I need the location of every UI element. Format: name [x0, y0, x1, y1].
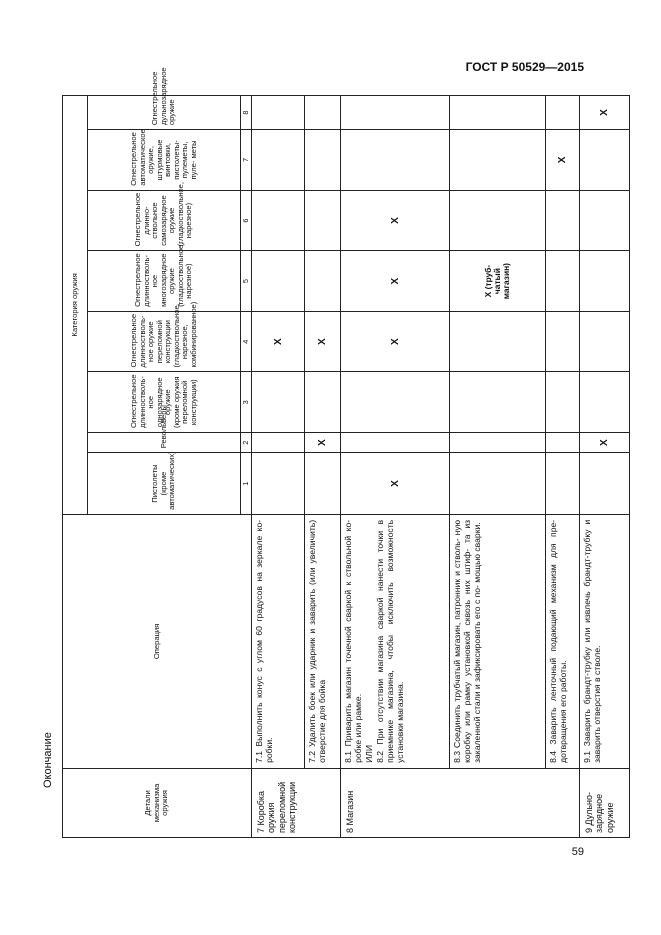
- category-number: 6: [241, 190, 252, 251]
- category-name: Огнестрельное длинностволь- ное оружие переломной конструкции (гладкоствольное, нарезное, комбинированное): [88, 311, 241, 372]
- mark-cell: [341, 130, 450, 191]
- detail-cell: 8 Магазин: [341, 768, 580, 837]
- category-number: 3: [241, 372, 252, 433]
- operation-cell: 8.3 Соединить трубчатый магазин, патронник и стволь- ную коробку или рамку установкой сквозь них штиф- та из закаленной стали и зафиксировать его с по- мощью сварки.: [450, 514, 546, 768]
- mark-cell: [305, 453, 341, 515]
- mark-cell: [580, 311, 630, 372]
- table-row: [580, 96, 630, 838]
- category-name: Огнестрельное длинностволь- ное многозарядное оружие (гладкоствольное, нарезное): [88, 251, 241, 312]
- table-row: [546, 96, 580, 838]
- header-details: Детали механизма оружия: [63, 768, 252, 837]
- operation-line: 8.2 При отсутствии магазина сваркой нанести точки в приемнике магазина, чтобы исключить возможность установки магазина.: [374, 519, 405, 763]
- mark-cell: [305, 372, 341, 433]
- mark-cell: [450, 453, 546, 515]
- operation-cell: 7.2 Удалить боек или ударник и заварить (или увеличить) отверстие для бойка: [305, 514, 341, 768]
- category-number: 1: [241, 453, 252, 515]
- mark-cell: [252, 372, 305, 433]
- mark-cell: [450, 190, 546, 251]
- mark-cell: [546, 433, 580, 453]
- mark-cell: [450, 311, 546, 372]
- mark-cell: [546, 251, 580, 312]
- category-name: Пистолеты (кроме автоматических): [88, 453, 241, 515]
- category-number: 4: [241, 311, 252, 372]
- operation-cell: [341, 514, 450, 768]
- category-name: Огнестрельное автоматическое оружие, штурмовые винтовки, пистолеты-пулеметы, пуле- меты: [88, 130, 241, 191]
- mark-cell: [546, 311, 580, 372]
- mark-cell: X: [580, 433, 630, 453]
- detail-cell: 7 Коробка оружия переломной конструкции: [252, 768, 341, 837]
- mark-cell: X: [305, 311, 341, 372]
- mark-cell: [341, 433, 450, 453]
- mark-cell: X: [341, 453, 450, 515]
- mark-cell: [580, 190, 630, 251]
- mark-cell: X: [580, 96, 630, 130]
- mark-cell: [450, 372, 546, 433]
- category-number: 8: [241, 96, 252, 130]
- table-row: [252, 96, 305, 838]
- mark-cell: [305, 251, 341, 312]
- mark-cell: [580, 372, 630, 433]
- mark-cell: X: [341, 311, 450, 372]
- mark-cell: [580, 130, 630, 191]
- mark-cell: X: [252, 311, 305, 372]
- operation-line: ИЛИ: [363, 744, 374, 763]
- table-row: [450, 96, 546, 838]
- header-operation: Операция: [63, 514, 252, 768]
- mark-cell: [580, 453, 630, 515]
- header-category-group: Категория оружия: [63, 96, 88, 515]
- mark-cell: [305, 96, 341, 130]
- mark-cell: [252, 190, 305, 251]
- category-name: Огнестрельное длинностволь- ное однозарядное оружие (кроме оружия переломной конструкции): [88, 372, 241, 433]
- mark-cell: [305, 130, 341, 191]
- mark-cell: [252, 251, 305, 312]
- mark-cell: [546, 190, 580, 251]
- mark-cell: [252, 130, 305, 191]
- detail-cell: 9 Дульно- зарядное оружие: [580, 768, 630, 837]
- page-number: 59: [571, 846, 584, 858]
- category-name: Револьверы: [88, 433, 241, 453]
- operation-line: 8.1 Приварить магазин точечной сваркой к ствольной ко- робке или рамке.: [343, 519, 363, 763]
- operation-cell: 8.4 Заварить ленточный подающий механизм для пре- дотвращения его работы.: [546, 514, 580, 768]
- mark-cell: X (труб- чатый магазин): [450, 251, 546, 312]
- operation-cell: 7.1 Выполнить конус с углом 60 градусов на зеркале ко- робки.: [252, 514, 305, 768]
- category-number: 2: [241, 433, 252, 453]
- mark-cell: [450, 96, 546, 130]
- category-number: 7: [241, 130, 252, 191]
- mark-cell: [341, 372, 450, 433]
- mark-cell: [450, 130, 546, 191]
- mark-cell: [546, 453, 580, 515]
- mark-cell: [546, 96, 580, 130]
- standard-code: ГОСТ Р 50529—2015: [465, 60, 584, 74]
- mark-cell: [546, 372, 580, 433]
- operation-cell: 9.1 Заварить брандт-трубку или извлечь брандт-трубку и заварить отверстия в стволе.: [580, 514, 630, 768]
- mark-cell: [305, 190, 341, 251]
- category-name: Огнестрельное дульнозарядное оружие: [88, 96, 241, 130]
- table-row: [305, 96, 341, 838]
- continuation-label: Окончание: [42, 732, 54, 788]
- mark-cell: X: [341, 251, 450, 312]
- mark-cell: X: [546, 130, 580, 191]
- mark-cell: X: [305, 433, 341, 453]
- category-name: Огнестрельное длинно- ствольное самозарядное оружие (гладкоствольное, нарезное): [88, 190, 241, 251]
- mark-cell: [580, 251, 630, 312]
- table-row: [341, 96, 450, 838]
- mark-cell: [252, 433, 305, 453]
- mark-cell: X: [341, 190, 450, 251]
- mark-cell: [450, 433, 546, 453]
- category-number: 5: [241, 251, 252, 312]
- mark-cell: [252, 96, 305, 130]
- mark-cell: [252, 453, 305, 515]
- mark-cell: [341, 96, 450, 130]
